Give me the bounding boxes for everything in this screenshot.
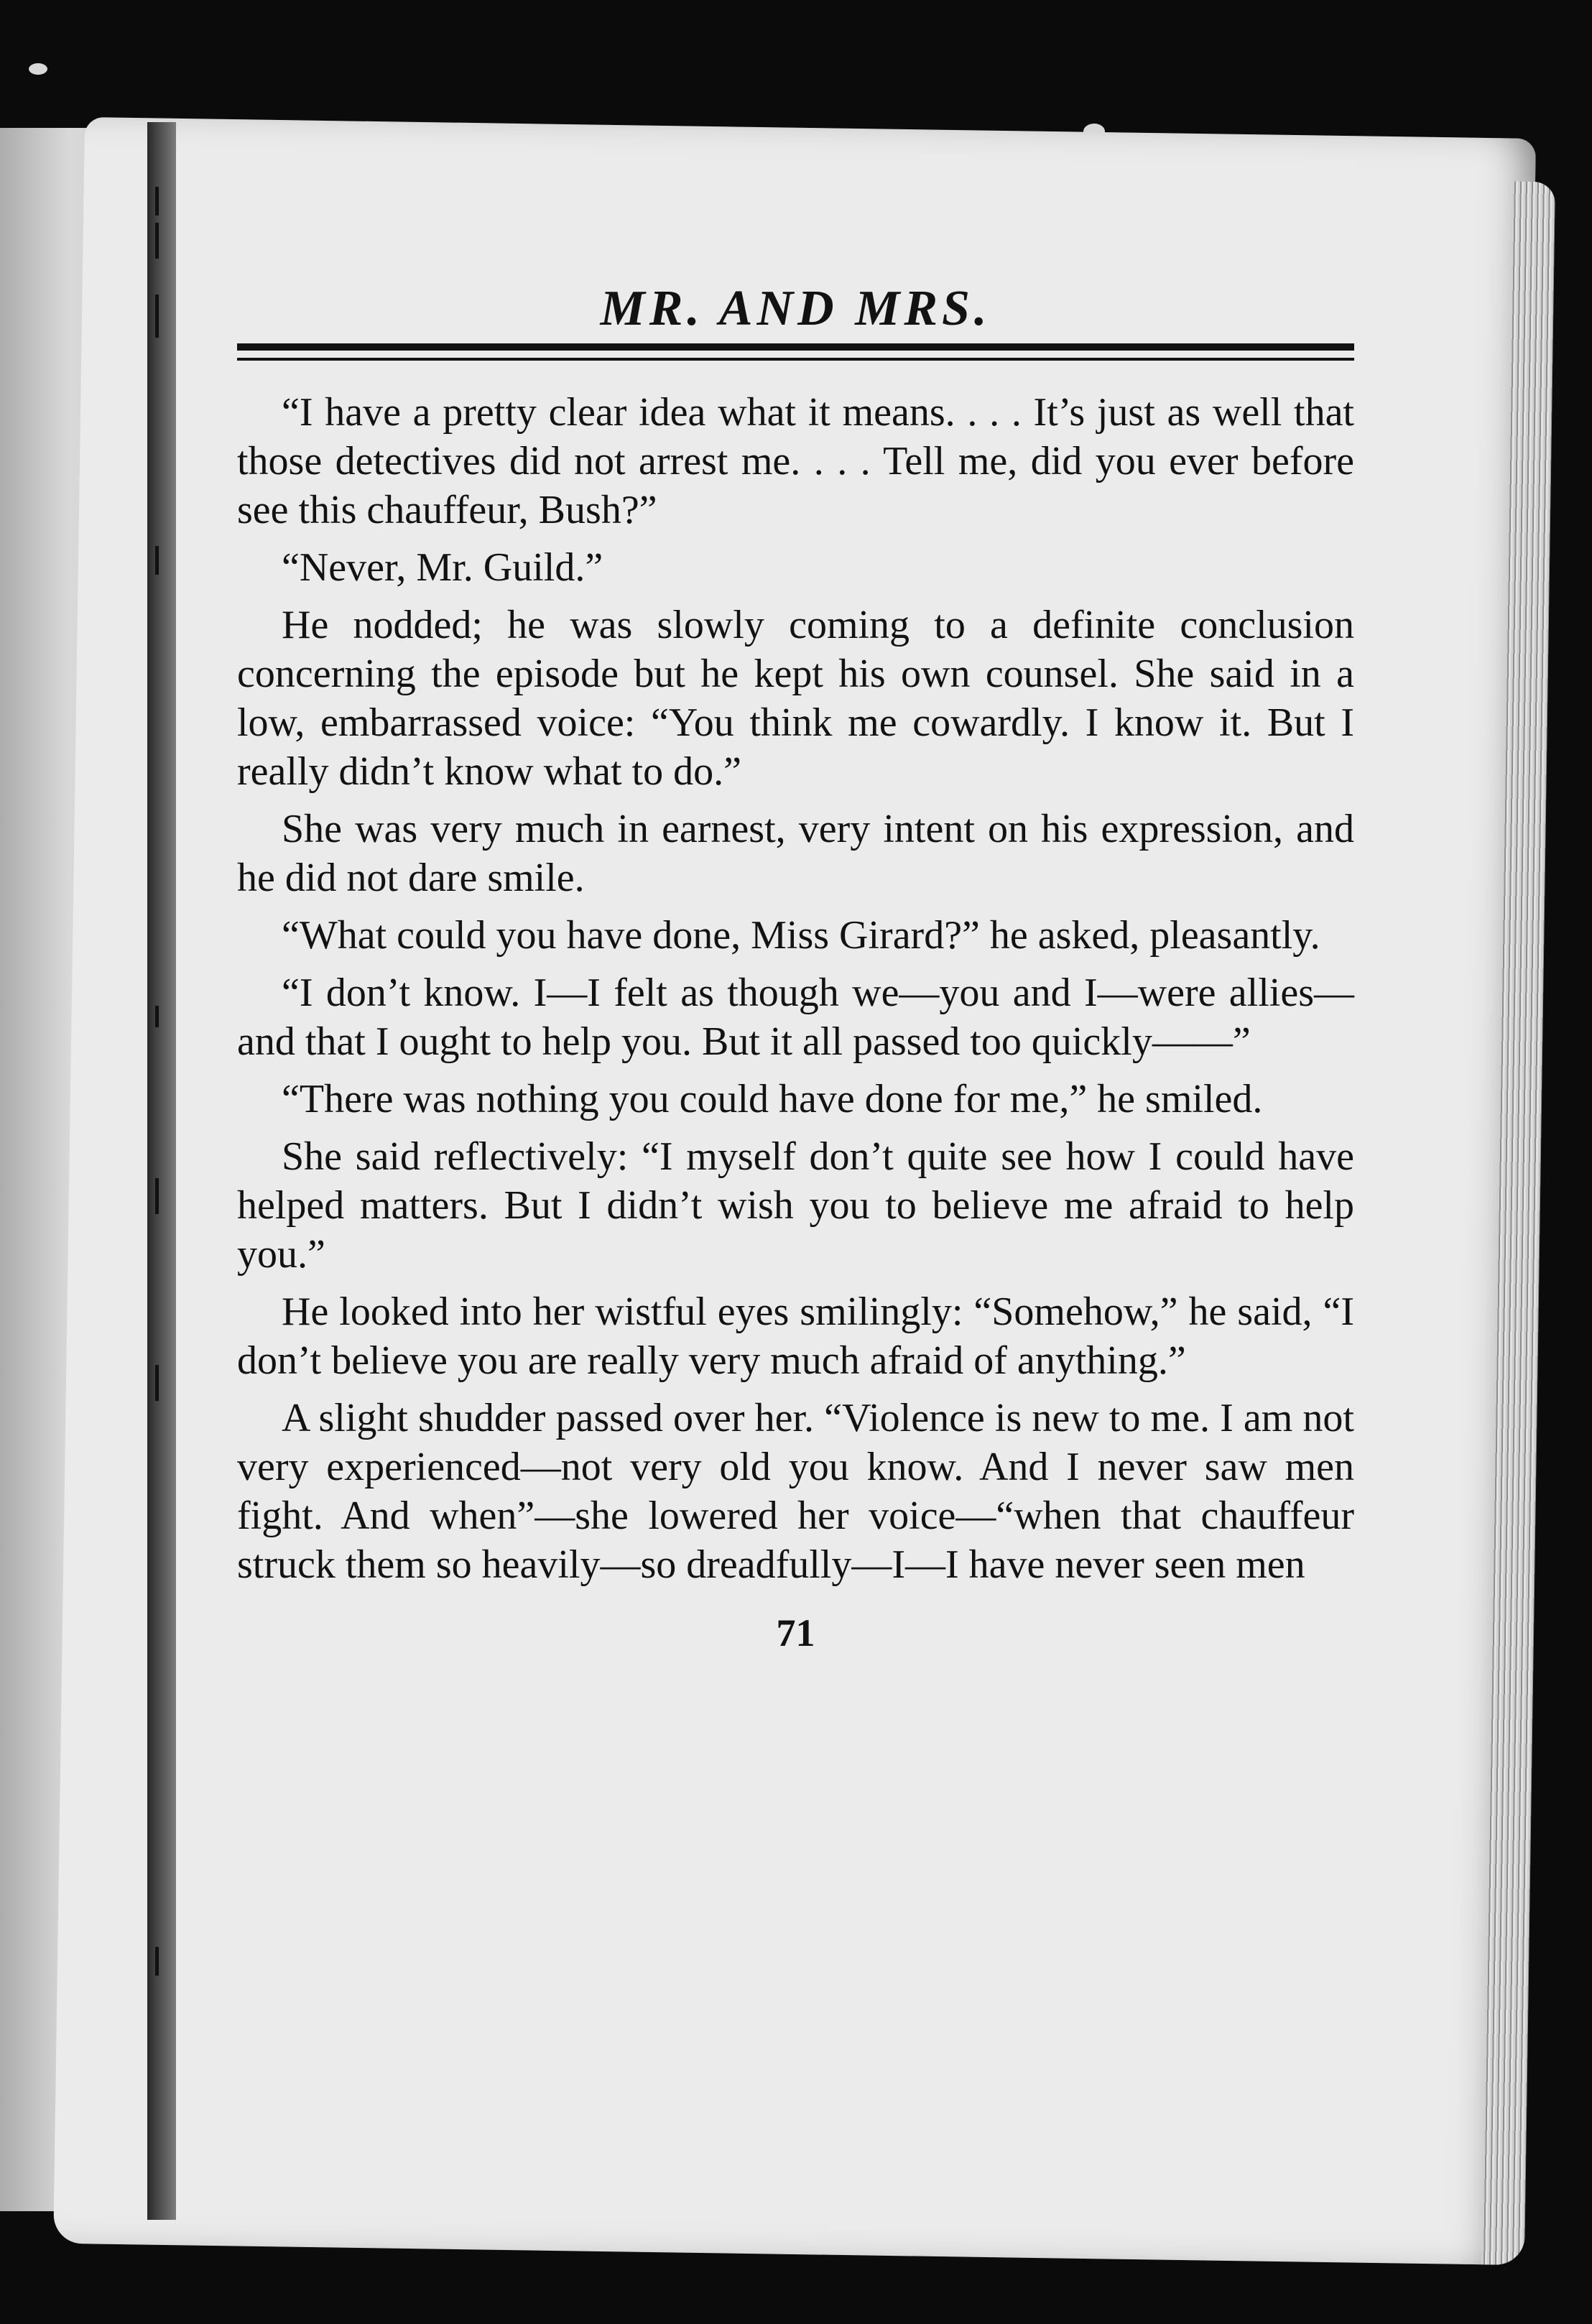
header-rule-thin (237, 358, 1354, 361)
paragraph: “I don’t know. I—I felt as though we—you and I—were allies—and that I ought to help you. But it all passed too quickly——” (237, 971, 1354, 1064)
page-fore-edge (1481, 182, 1555, 2266)
paragraph: He looked into her wistful eyes smilingly: “Somehow,” he said, “I don’t believe you are really very much afraid of anything.” (237, 1290, 1354, 1383)
gutter-marks (151, 172, 165, 2184)
scan-speck (29, 63, 47, 75)
paragraph: A slight shudder passed over her. “Violence is new to me. I am not very experienced—not very old you know. And I never saw men fight. And when”—she lowered her voice—“when that chauffeur struck them so heavily—so dreadfully—I—I have never seen men (237, 1396, 1354, 1587)
paragraph: She said reflectively: “I myself don’t quite see how I could have helped matters. But I didn’t wish you to believe me afraid to help you.” (237, 1134, 1354, 1277)
paragraph: “What could you have done, Miss Girard?” he asked, pleasantly. (282, 913, 1320, 958)
header-rule-thick (237, 343, 1354, 351)
paragraph: He nodded; he was slowly coming to a definite conclusion concerning the episode but he kept his own counsel. She said in a low, embarrassed voice: “You think me cowardly. I know it. But I really didn’t know what to do.” (237, 603, 1354, 794)
page-number: 71 (776, 1611, 815, 1654)
page-text-block (237, 144, 1354, 1655)
paragraph: “There was nothing you could have done for me,” he smiled. (282, 1077, 1263, 1121)
running-head: MR. AND MRS. (600, 281, 991, 336)
paragraph: “I have a pretty clear idea what it means. . . . It’s just as well that those detectives did not arrest me. . . . Tell me, did you ever before see this chauffeur, Bush?” (237, 390, 1354, 532)
paragraph: She was very much in earnest, very intent on his expression, and he did not dare smile. (237, 807, 1354, 900)
paragraph: “Never, Mr. Guild.” (282, 545, 603, 590)
